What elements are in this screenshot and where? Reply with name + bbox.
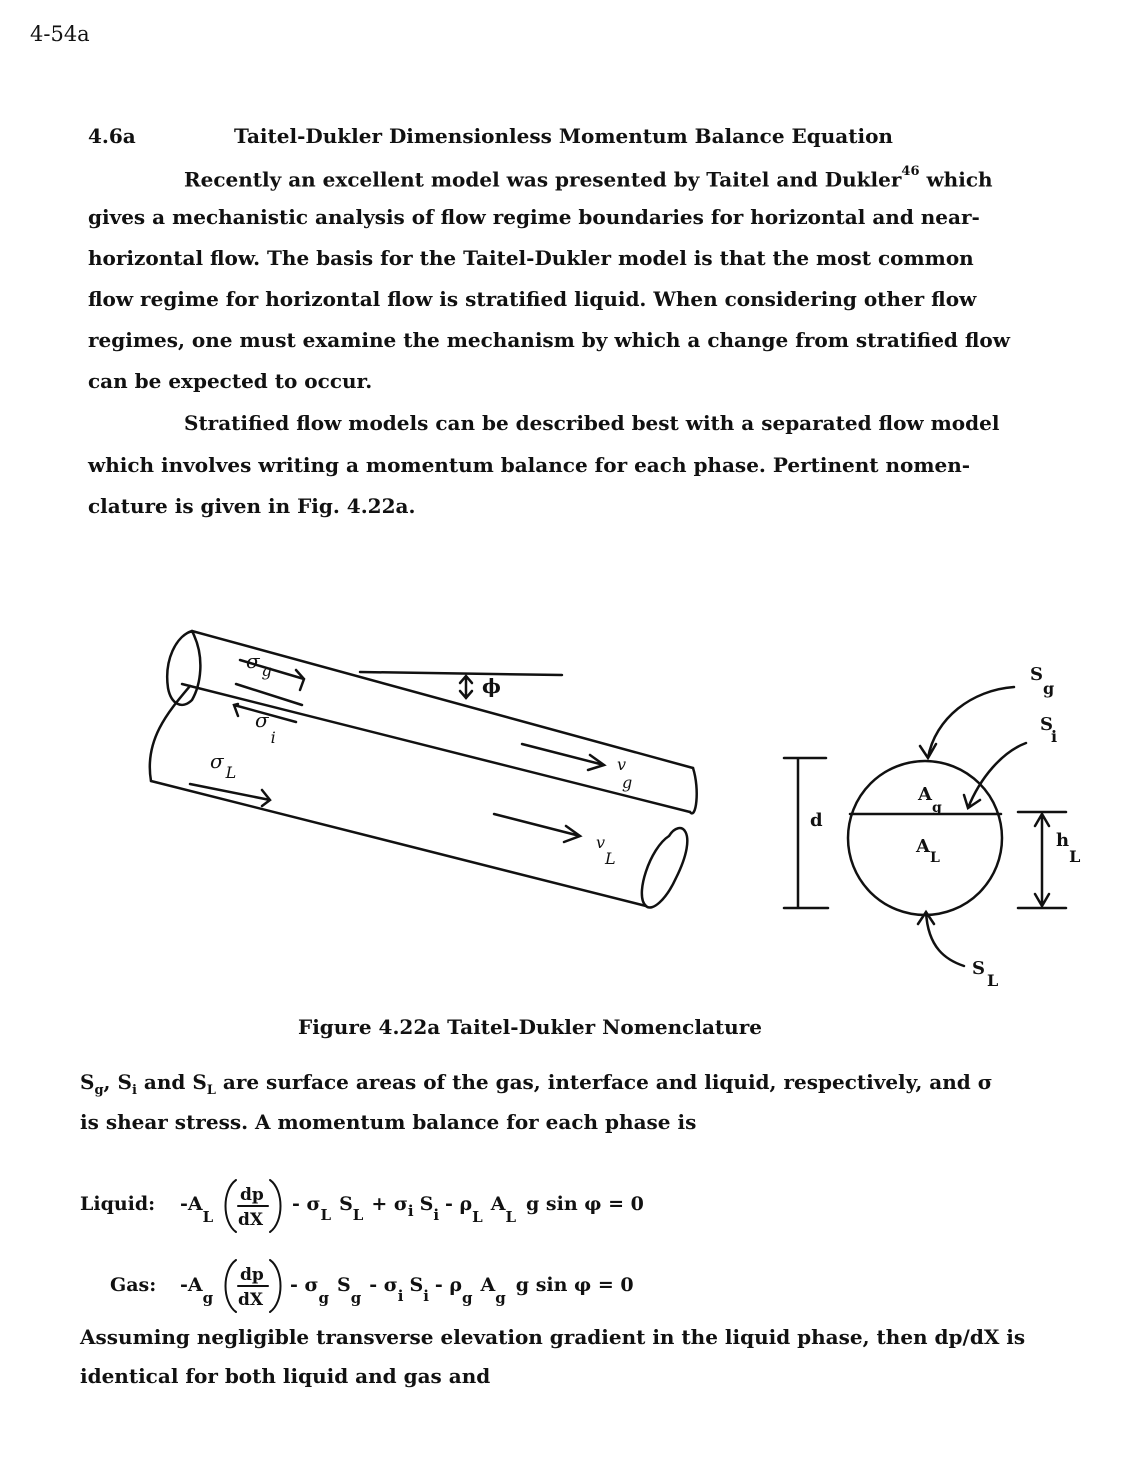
sigma-g-label: σ $_g$ xyxy=(246,649,272,680)
Ag-label: $A_g$ xyxy=(918,784,942,816)
hL-label: hL xyxy=(1056,830,1081,866)
paragraph-2-line-3: clature is given in Fig. 4.22a. xyxy=(88,494,416,518)
Sg-label: Sg xyxy=(1030,664,1055,698)
pipe-interface-line xyxy=(182,684,690,812)
sigma-L-label: σ $_L$ xyxy=(210,749,237,782)
liquid-minus-A: $-A_L$ xyxy=(180,1193,214,1226)
gas-minus-A: $-A_g$ xyxy=(180,1274,214,1307)
SL-label: SL xyxy=(972,958,999,990)
phi-angle-arrow xyxy=(460,676,472,698)
paragraph-3-line-1: $S_g$, $S_i$ and $S_L$ are surface areas of the gas, interface and liquid, respectively, and σ xyxy=(80,1070,993,1098)
paragraph-4-line-2: identical for both liquid and gas and xyxy=(80,1364,491,1388)
page-number: 4-54a xyxy=(30,22,90,46)
hL-dimension-bar xyxy=(1018,812,1066,908)
vL-arrow xyxy=(494,814,580,842)
paragraph-1-line-4: flow regime for horizontal flow is stratified liquid. When considering other flow xyxy=(88,287,977,311)
momentum-balance-equations xyxy=(0,1160,760,1320)
paragraph-1-line-3: horizontal flow. The basis for the Taitel-Dukler model is that the most common xyxy=(88,246,974,270)
section-title: Taitel-Dukler Dimensionless Momentum Balance Equation xyxy=(234,124,893,148)
vL-label: $v_L$ xyxy=(596,833,616,868)
gas-dp: dp xyxy=(240,1265,264,1285)
pipe-outlet-end xyxy=(642,768,697,908)
Si-label: S i xyxy=(1040,714,1058,746)
paragraph-2-line-1: Stratified flow models can be described best with a separated flow model xyxy=(184,411,1000,435)
gas-dX: dX xyxy=(238,1290,264,1310)
d-dimension-bar xyxy=(784,758,828,908)
horizontal-reference-line xyxy=(360,672,562,675)
liquid-dp: dp xyxy=(240,1185,264,1205)
pipe-top-edge xyxy=(192,631,693,768)
gas-equation-label: Gas: xyxy=(110,1274,157,1296)
vg-label: v g xyxy=(617,755,633,792)
liquid-equation-label: Liquid: xyxy=(80,1193,156,1215)
paragraph-3-line-2: is shear stress. A momentum balance for each phase is xyxy=(80,1110,697,1134)
paragraph-4-line-1: Assuming negligible transverse elevation gradient in the liquid phase, then dp/dX is xyxy=(80,1325,1026,1349)
sigma-g-underline xyxy=(236,684,302,705)
section-number: 4.6a xyxy=(88,124,136,148)
paragraph-1-line-1: Recently an excellent model was presented by Taitel and Dukler$^{46}$ which xyxy=(184,164,993,192)
pipe-bottom-edge xyxy=(151,781,646,906)
liquid-dX: dX xyxy=(238,1210,264,1230)
SL-callout-arrow xyxy=(918,912,964,966)
paragraph-1-line-2: gives a mechanistic analysis of flow regime boundaries for horizontal and near- xyxy=(88,205,980,229)
Si-callout-arrow xyxy=(964,743,1026,808)
paragraph-2-line-2: which involves writing a momentum balance for each phase. Pertinent nomen- xyxy=(88,453,971,477)
sigma-i-label: $\sigma_i$ xyxy=(255,708,276,747)
vg-arrow xyxy=(522,744,604,770)
pipe-lower-left-edge xyxy=(150,686,190,781)
phi-label: ϕ xyxy=(482,674,501,698)
gas-equation-rest: - $\sigma_gS_g-$ $\sigma_i$ $S_i - \rho_gA_gg$ sin φ = 0 xyxy=(290,1274,634,1307)
AL-label: $A_L$ xyxy=(916,836,940,866)
reference-superscript: 46 xyxy=(901,164,920,179)
paragraph-1-line-5: regimes, one must examine the mechanism by which a change from stratified flow xyxy=(88,328,1010,352)
paragraph-1-line-6: can be expected to occur. xyxy=(88,369,373,393)
figure-caption: Figure 4.22a Taitel-Dukler Nomenclature xyxy=(298,1015,762,1039)
liquid-equation-rest: - $\sigma_L$ $S_L + \sigma_i$ $S_i - \rho_LA_Lg$ sin φ = 0 xyxy=(292,1193,644,1226)
Sg-callout-arrow xyxy=(920,687,1014,758)
figure-taitel-dukler-nomenclature xyxy=(0,560,1140,1000)
d-label: d xyxy=(810,810,823,831)
